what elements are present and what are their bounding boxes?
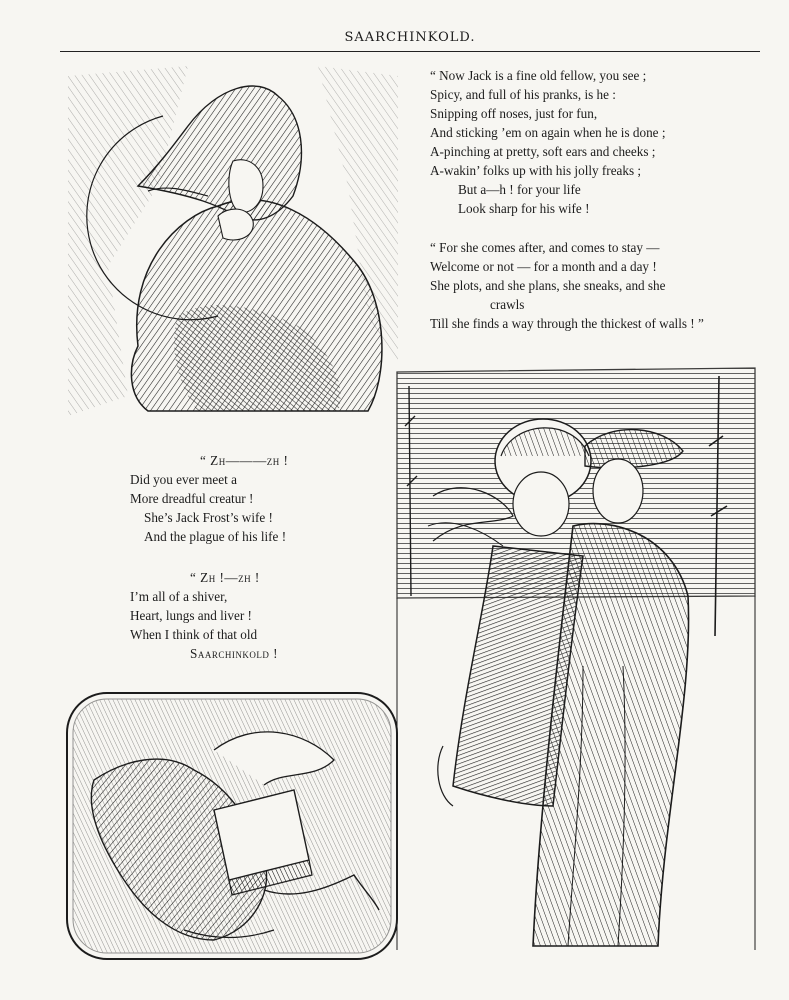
illustration-hooded-figure (68, 66, 398, 418)
verse-line: “ Now Jack is a fine old fellow, you see ; (430, 68, 647, 83)
verse-line: Look sharp for his wife ! (458, 201, 590, 216)
stanza-4 (130, 568, 278, 663)
verse-line: And sticking ’em on again when he is done ; (430, 125, 666, 140)
verse-line: A-wakin’ folks up with his jolly freaks ; (430, 163, 642, 178)
verse-line: Welcome or not — for a month and a day ! (430, 259, 657, 274)
verse-line: “ Zh———zh ! (200, 453, 289, 468)
stanza-1 (430, 66, 666, 218)
verse-line: I’m all of a shiver, (130, 589, 228, 604)
stanza-2 (430, 238, 704, 333)
stanza-3 (130, 451, 288, 546)
verse-line: Did you ever meet a (130, 472, 237, 487)
verse-line: “ For she comes after, and comes to stay — (430, 240, 660, 255)
verse-line: And the plague of his life ! (144, 529, 287, 544)
verse-line: Spicy, and full of his pranks, is he : (430, 87, 616, 102)
verse-line: She’s Jack Frost’s wife ! (144, 510, 273, 525)
verse-line: Saarchinkold ! (190, 646, 279, 661)
running-header: SAARCHINKOLD. (344, 30, 476, 45)
illustration-snowstorm-figure (64, 690, 400, 962)
verse-line: More dreadful creatur ! (130, 491, 254, 506)
verse-line: crawls (490, 297, 525, 312)
verse-line: When I think of that old (130, 627, 258, 642)
verse-line: Till she finds a way through the thickest of walls ! ” (430, 316, 704, 331)
verse-line: A-pinching at pretty, soft ears and cheeks ; (430, 144, 656, 159)
verse-line: Heart, lungs and liver ! (130, 608, 252, 623)
verse-line: “ Zh !—zh ! (190, 570, 260, 585)
verse-line: She plots, and she plans, she sneaks, and she (430, 278, 666, 293)
verse-line: But a—h ! for your life (458, 182, 581, 197)
header-rule (60, 51, 760, 52)
verse-line: Snipping off noses, just for fun, (430, 106, 598, 121)
illustration-two-women (393, 366, 759, 950)
